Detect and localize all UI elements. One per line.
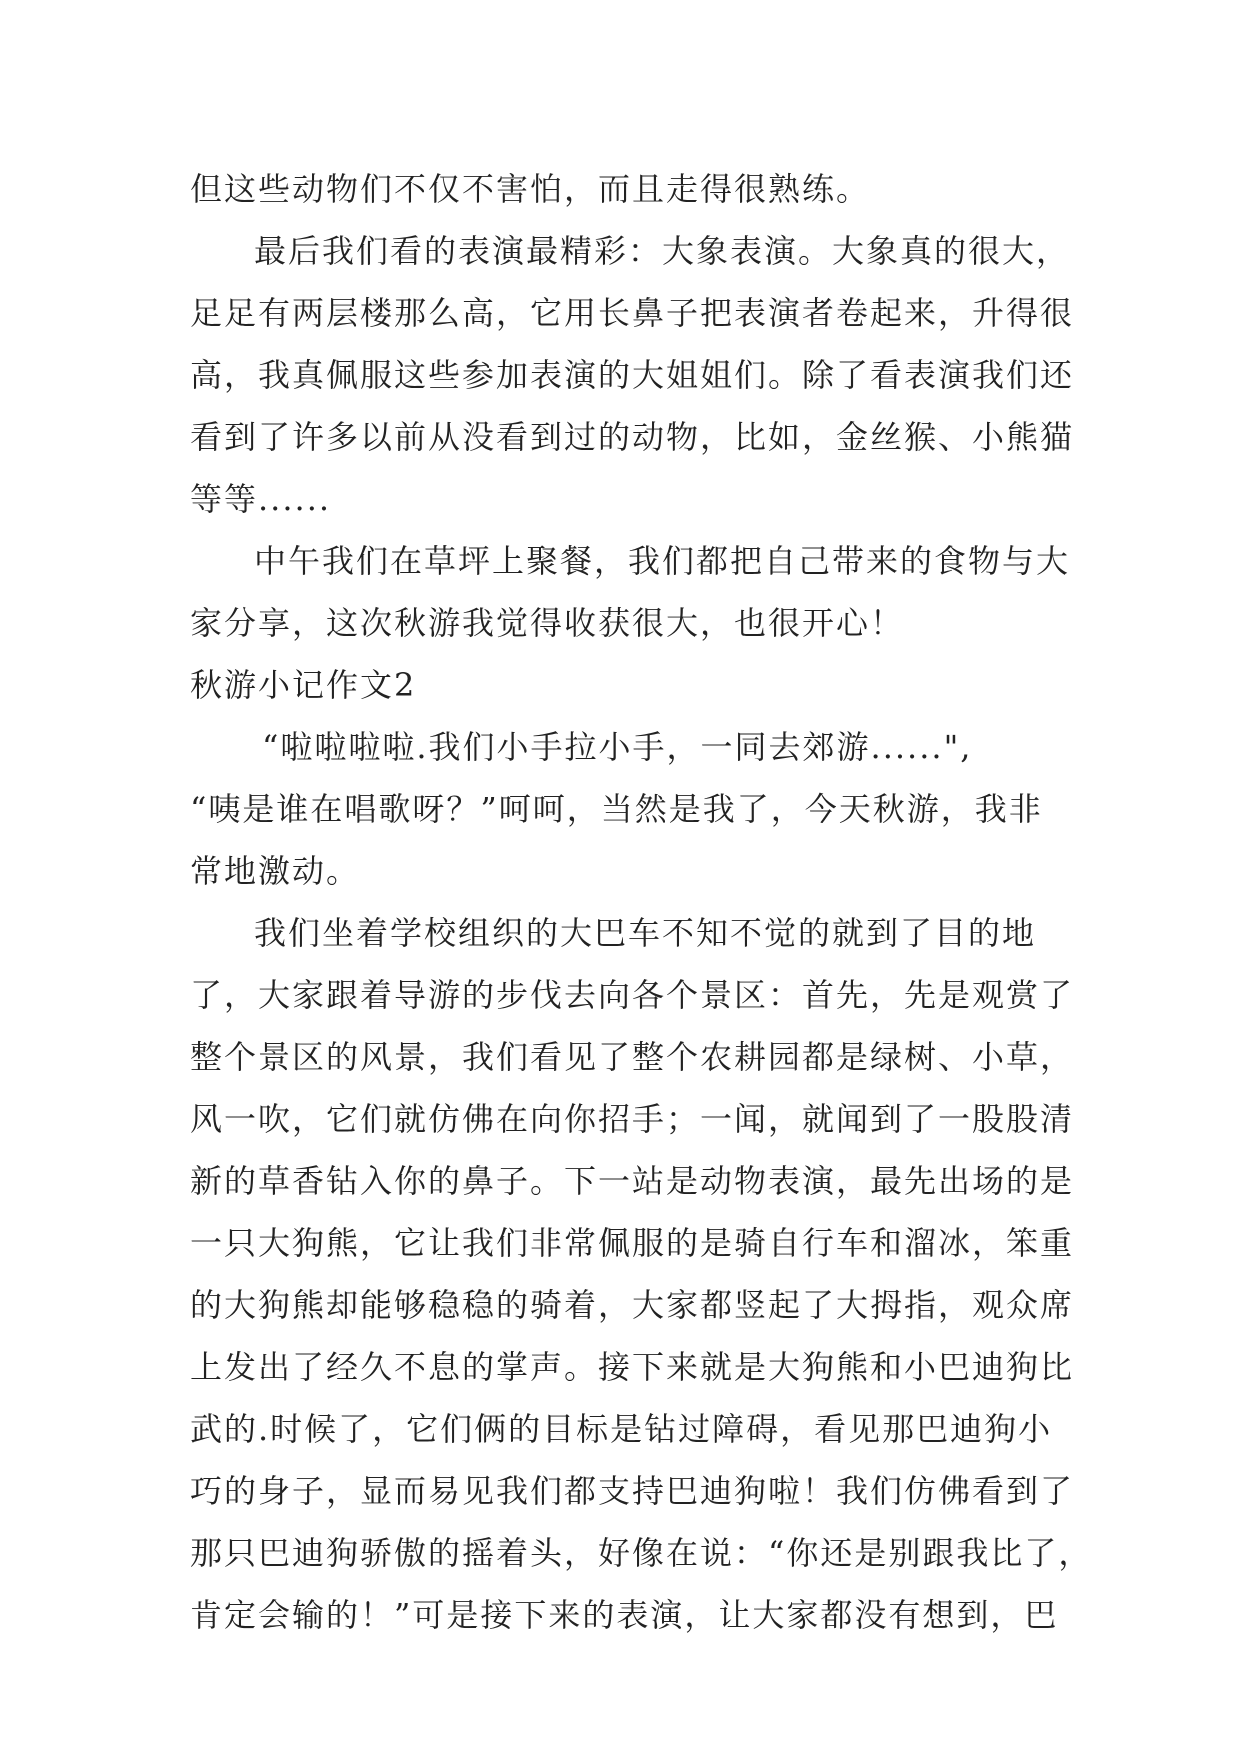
text-line: 肯定会输的！”可是接下来的表演，让大家都没有想到，巴 <box>190 1596 1059 1634</box>
text-line: 武的.时候了，它们俩的目标是钻过障碍，看见那巴迪狗小 <box>190 1410 1053 1448</box>
text-line: “啦啦啦啦.我们小手拉小手，一同去郊游......", <box>262 728 973 766</box>
text-line: 整个景区的风景，我们看见了整个农耕园都是绿树、小草， <box>190 1038 1075 1076</box>
text-line: 我们坐着学校组织的大巴车不知不觉的就到了目的地 <box>254 914 1037 952</box>
essay-body <box>190 158 1093 1646</box>
text-line: 那只巴迪狗骄傲的摇着头，好像在说：“你还是别跟我比了， <box>190 1534 1093 1572</box>
text-line: 中午我们在草坪上聚餐，我们都把自己带来的食物与大 <box>254 542 1071 580</box>
text-line: 足足有两层楼那么高，它用长鼻子把表演者卷起来，升得很 <box>190 294 1075 332</box>
text-line: 高，我真佩服这些参加表演的大姐姐们。除了看表演我们还 <box>190 356 1075 394</box>
text-line: 上发出了经久不息的掌声。接下来就是大狗熊和小巴迪狗比 <box>190 1348 1075 1386</box>
text-line: 但这些动物们不仅不害怕，而且走得很熟练。 <box>190 170 871 208</box>
text-line: 的大狗熊却能够稳稳的骑着，大家都竖起了大拇指，观众席 <box>190 1286 1075 1324</box>
text-line: 最后我们看的表演最精彩：大象表演。大象真的很大， <box>254 232 1071 270</box>
text-line: 等等...... <box>190 480 332 518</box>
text-line: 看到了许多以前从没看到过的动物，比如，金丝猴、小熊猫 <box>190 418 1075 456</box>
text-line: 常地激动。 <box>190 852 361 890</box>
section-heading: 秋游小记作文2 <box>190 666 417 704</box>
text-line: 家分享，这次秋游我觉得收获很大，也很开心！ <box>190 604 905 642</box>
text-line: 巧的身子，显而易见我们都支持巴迪狗啦！我们仿佛看到了 <box>190 1472 1075 1510</box>
text-line: “咦是谁在唱歌呀？”呵呵，当然是我了，今天秋游，我非 <box>190 790 1043 828</box>
text-line: 风一吹，它们就仿佛在向你招手；一闻，就闻到了一股股清 <box>190 1100 1075 1138</box>
text-line: 新的草香钻入你的鼻子。下一站是动物表演，最先出场的是 <box>190 1162 1075 1200</box>
text-line: 了，大家跟着导游的步伐去向各个景区：首先，先是观赏了 <box>190 976 1075 1014</box>
text-line: 一只大狗熊，它让我们非常佩服的是骑自行车和溜冰，笨重 <box>190 1224 1075 1262</box>
